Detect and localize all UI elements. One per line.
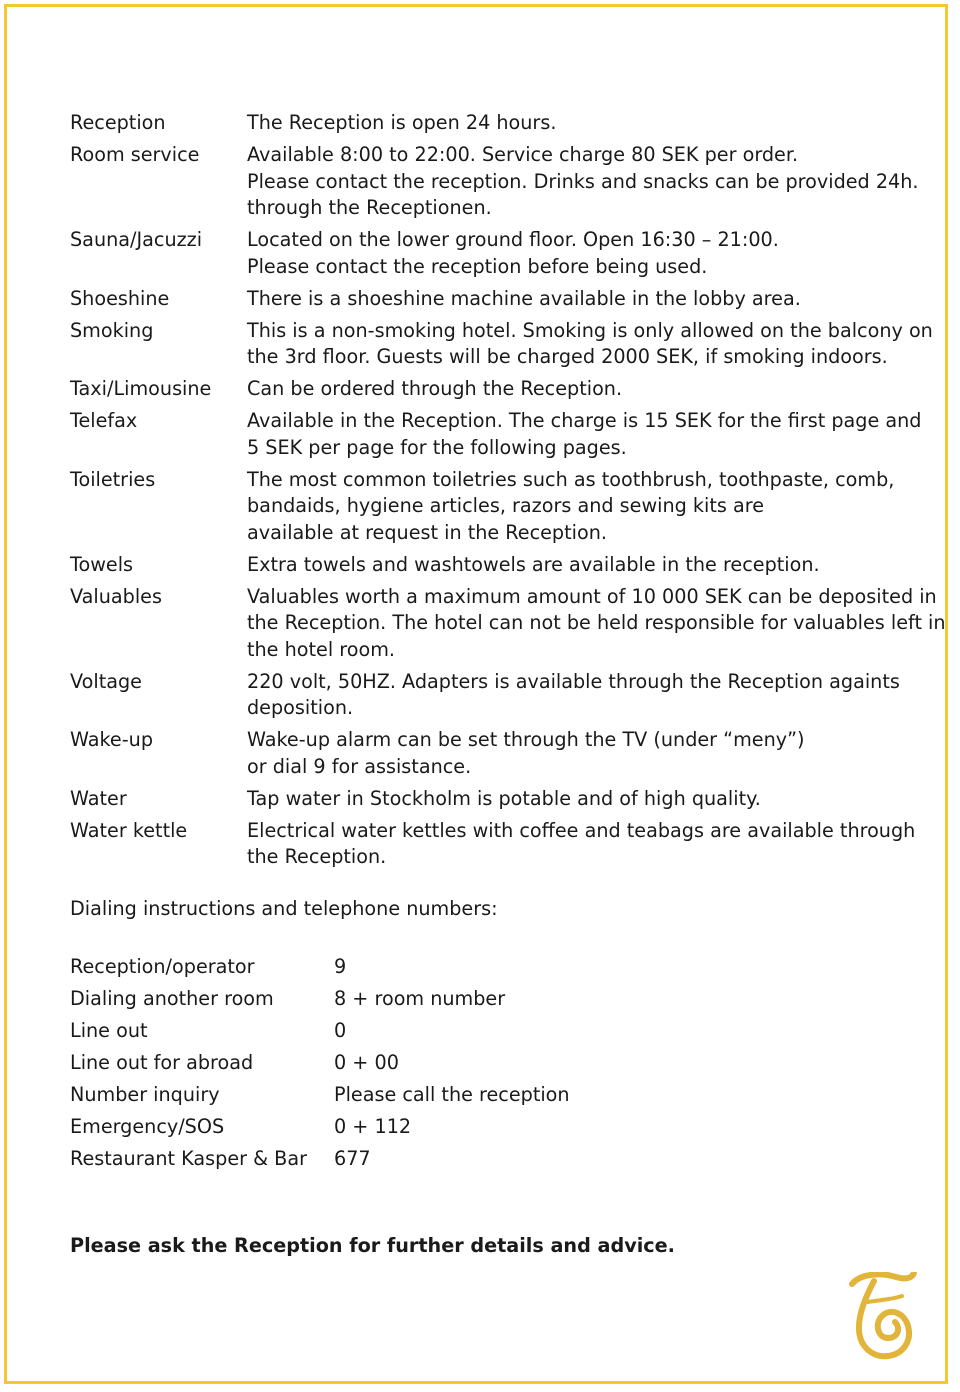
footer-note: Please ask the Reception for further details and advice. [70,1234,675,1257]
description-line: Please contact the reception. Drinks and snacks can be provided 24h. [247,169,919,193]
description-line: the Reception. The hotel can not be held responsible for valuables left in [247,611,946,634]
description-line: Available 8:00 to 22:00. Service charge 80 SEK per order. [247,143,799,166]
service-label: Shoeshine [70,286,170,310]
service-description [247,408,930,461]
service-row [70,376,930,403]
description-line: Can be ordered through the Reception. [247,377,623,400]
service-description [247,584,946,664]
service-row [70,669,930,722]
description-line: Electrical water kettles with coffee and teabags are available through [247,818,916,842]
dialing-label: Dialing another room [70,987,274,1010]
service-description [247,142,930,222]
service-row [70,467,930,547]
description-line: Available in the Reception. The charge is 15 SEK for the first page and [247,409,922,432]
service-label: Smoking [70,318,154,342]
service-row [70,142,930,222]
service-row [70,227,930,280]
dialing-number: 8 + room number [334,987,506,1010]
dialing-label: Number inquiry [70,1083,220,1106]
service-row [70,286,930,313]
hotel-services-list [70,110,946,876]
dialing-row [70,954,670,980]
description-line: bandaids, hygiene articles, razors and sewing kits are [247,494,765,517]
dialing-number: Please call the reception [334,1083,570,1106]
service-description [247,669,930,722]
dialing-number: 677 [334,1147,371,1170]
service-label: Water kettle [70,818,188,842]
description-line: Extra towels and washtowels are available in the reception. [247,552,820,576]
service-description [247,376,930,403]
dialing-row [70,986,670,1012]
description-line: the Reception. [247,845,387,868]
service-label: Towels [70,552,134,576]
service-row [70,552,930,579]
dialing-number: 9 [334,955,347,978]
dialing-number: 0 + 112 [334,1115,412,1138]
dialing-table [70,954,670,1178]
dialing-number: 0 + 00 [334,1051,399,1074]
description-line: or dial 9 for assistance. [247,754,472,778]
description-line: 5 SEK per page for the following pages. [247,435,627,459]
dialing-row [70,1018,670,1044]
description-line: Located on the lower ground floor. Open 16:30 – 21:00. [247,228,779,251]
dialing-number: 0 [334,1019,347,1042]
service-description [247,227,930,280]
service-row [70,786,930,813]
dialing-heading: Dialing instructions and telephone numbers: [70,897,498,920]
dialing-label: Restaurant Kasper & Bar [70,1147,307,1170]
dialing-row [70,1146,670,1172]
description-line: 220 volt, 50HZ. Adapters is available through the Reception againts [247,669,900,693]
description-line: The Reception is open 24 hours. [247,111,557,134]
service-description [247,818,930,871]
description-line: the 3rd floor. Guests will be charged 2000 SEK, if smoking indoors. [247,345,888,368]
dialing-row [70,1114,670,1140]
description-line: Tap water in Stockholm is potable and of high quality. [247,786,761,810]
description-line: Valuables worth a maximum amount of 10 000 SEK can be deposited in [247,584,937,608]
service-label: Water [70,786,127,810]
service-row [70,110,930,137]
service-description [247,727,930,780]
service-label: Toiletries [70,467,156,491]
service-label: Telefax [70,409,138,432]
service-label: Voltage [70,669,142,693]
service-description [247,286,930,313]
service-label: Valuables [70,584,162,608]
description-line: through the Receptionen. [247,196,492,219]
dialing-row [70,1082,670,1108]
description-line: the hotel room. [247,637,395,661]
dialing-label: Line out for abroad [70,1051,254,1074]
service-description [247,786,930,813]
service-description [247,318,933,371]
description-line: There is a shoeshine machine available in the lobby area. [247,286,801,310]
dialing-label: Emergency/SOS [70,1115,225,1138]
service-label: Taxi/Limousine [70,377,212,400]
hotel-monogram-logo-icon [846,1272,918,1362]
service-row [70,584,946,664]
dialing-row [70,1050,670,1076]
dialing-label: Reception/operator [70,955,255,978]
description-line: Wake-up alarm can be set through the TV (under “meny”) [247,728,805,751]
service-description [247,467,930,547]
service-row [70,727,930,780]
service-label: Wake-up [70,728,153,751]
service-description [247,552,930,579]
description-line: The most common toiletries such as toothbrush, toothpaste, comb, [247,467,895,491]
service-row [70,818,930,871]
service-row [70,408,930,461]
description-line: This is a non-smoking hotel. Smoking is only allowed on the balcony on [247,318,933,342]
service-row [70,318,933,371]
service-label: Sauna/Jacuzzi [70,228,203,251]
dialing-label: Line out [70,1019,148,1042]
description-line: deposition. [247,696,354,719]
service-description [247,110,930,137]
description-line: Please contact the reception before being used. [247,254,708,278]
service-label: Reception [70,111,166,134]
description-line: available at request in the Reception. [247,520,607,544]
service-label: Room service [70,143,200,166]
